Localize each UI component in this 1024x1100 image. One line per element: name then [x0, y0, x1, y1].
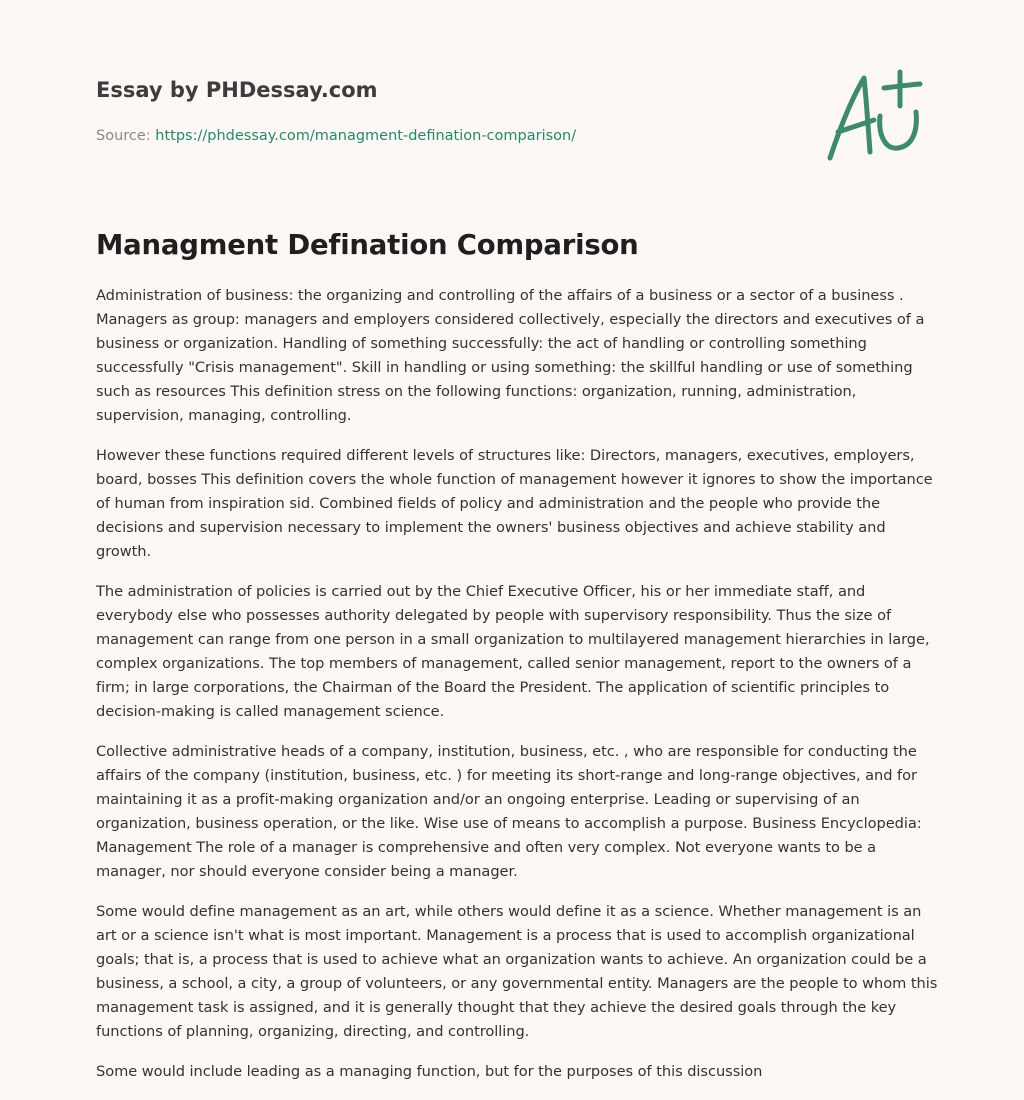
page-header	[96, 76, 796, 146]
brand-title: Essay by PHDessay.com	[96, 78, 378, 102]
essay-paragraph: Administration of business: the organizing and controlling of the affairs of a business or a sector of a business . Managers as group: managers and employers considered collectively, especially the directors and executives of a business or organization. Handling of something successfully: the act of handling or controlling something successfully "Crisis management". Skill in handling or using something: the skillful handling or use of something such as resources This definition stress on the following functions: organization, running, administration, supervision, managing, controlling.	[96, 287, 925, 424]
essay-paragraph: The administration of policies is carried out by the Chief Executive Officer, his or her immediate staff, and everybody else who possesses authority delegated by people with supervisory responsibility. Thus the size of management can range from one person in a small organization to multilayered management hierarchies in large, complex organizations. The top members of management, called senior management, report to the owners of a firm; in large corporations, the Chairman of the Board the President. The application of scientific principles to decision-making is called management science.	[96, 583, 930, 720]
essay-body	[96, 284, 938, 1100]
essay-paragraph: However these functions required different levels of structures like: Directors, managers, executives, employers, board, bosses This definition covers the whole function of management however it ignores to show the importance of human from inspiration sid. Combined fields of policy and administration and the people who provide the decisions and supervision necessary to implement the owners' business objectives and achieve stability and growth.	[96, 447, 933, 560]
essay-paragraph: Collective administrative heads of a company, institution, business, etc. , who are responsible for conducting the affairs of the company (institution, business, etc. ) for meeting its short-range and long-range objectives, and for maintaining it as a profit-making organization and/or an ongoing enterprise. Leading or supervising of an organization, business operation, or the like. Wise use of means to accomplish a purpose. Business Encyclopedia: Management The role of a manager is comprehensive and often very complex. Not everyone wants to be a manager, nor should everyone consider being a manager.	[96, 743, 922, 880]
source-link[interactable]: https://phdessay.com/managment-defination-comparison/	[155, 128, 577, 144]
essay-paragraph: Some would define management as an art, while others would define it as a science. Whether management is an art or a science isn't what is most important. Management is a process that is used to accomplish organizational goals; that is, a process that is used to achieve what an organization wants to achieve. An organization could be a business, a school, a city, a group of volunteers, or any governmental entity. Managers are the people to whom this management task is assigned, and it is generally thought that they achieve the desired goals through the key functions of planning, organizing, directing, and controlling.	[96, 903, 938, 1040]
source-label: Source:	[96, 128, 156, 144]
essay-paragraph: Some would include leading as a managing function, but for the purposes of this discussion	[96, 1063, 763, 1080]
essay-title: Managment Defination Comparison	[96, 229, 639, 261]
source-line	[96, 126, 796, 146]
a-plus-logo-icon	[822, 66, 926, 166]
